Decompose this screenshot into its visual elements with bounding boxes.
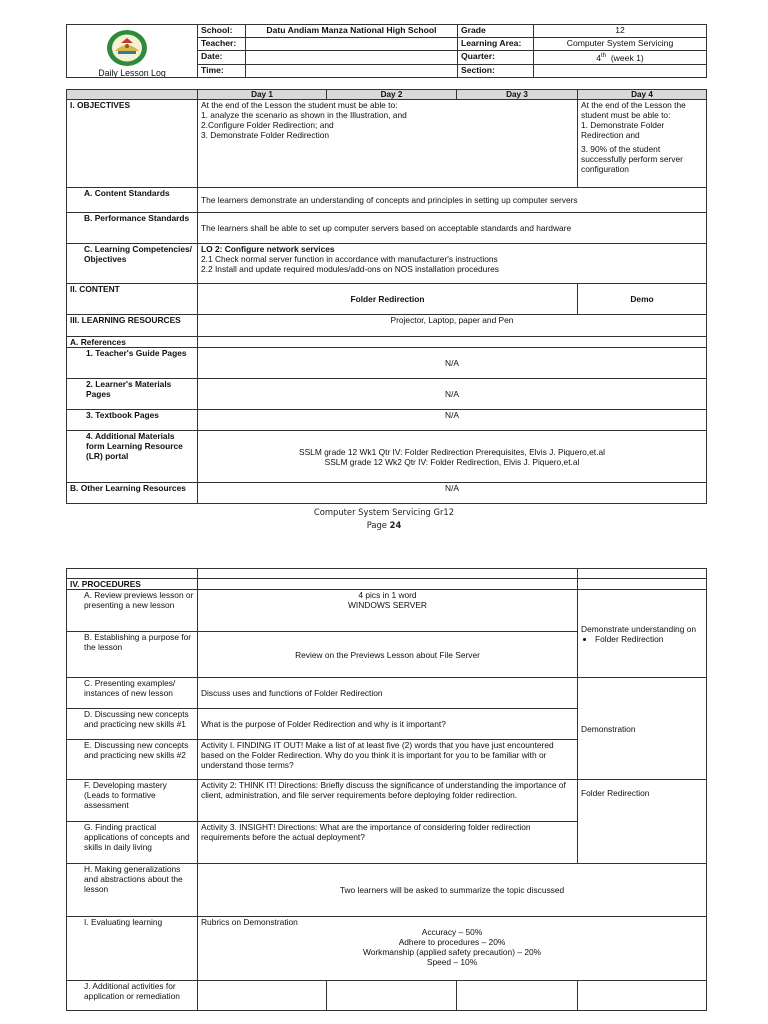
procedure-c-label: C. Presenting examples/ instances of new lesson [67,678,198,709]
learning-area-label: Learning Area: [458,38,534,51]
procedure-e-value: Activity I. FINDING IT OUT! Make a list of at least five (2) words that you have just encountered based on the Folder Redirection. Why do you think it is important for you to be familiar with or understand those terms? [198,740,578,780]
rubric-item: Accuracy – 50% [421,927,483,937]
rubric-item: Adhere to procedures – 20% [398,937,506,947]
teacher-label: Teacher: [198,38,246,51]
rubric-item: Speed – 10% [426,957,478,967]
procedure-fg-day4-text: Folder Redirection [581,788,650,798]
procedure-fg-day4 [578,780,707,864]
footer-subject: Computer System Servicing Gr12 [313,507,455,517]
school-label: School: [198,25,246,38]
content-day4: Demo [578,284,707,315]
teacher-value [246,38,458,51]
footer-page-number: 24 [389,520,402,530]
procedure-h-label: H. Making generalizations and abstractions about the lesson [67,864,198,917]
competency-line: 2.2 Install and update required modules/add-ons on NOS installation procedures [201,264,499,274]
teachers-guide-label: 1. Teacher's Guide Pages [67,348,198,379]
objective-line: At the end of the Lesson the student must be able to: [581,100,686,120]
additional-materials-label: 4. Additional Materials form Learning Resource (LR) portal [67,431,198,483]
quarter-value [534,51,707,65]
logo-cell [67,25,198,78]
corner-cell [67,90,198,100]
references-value [198,337,707,348]
procedure-b-value: Review on the Previews Lesson about File Server [198,632,578,678]
procedure-g-value: Activity 3. INSIGHT! Directions: What are the importance of considering folder redirection requirements before the actual deployment? [198,822,578,864]
daily-lesson-log-title: Daily Lesson Log [98,68,166,78]
section-label: Section: [458,64,534,77]
objective-line: 3. Demonstrate Folder Redirection [201,130,330,140]
procedures-table [66,568,707,1011]
lo-title: LO 2: Configure network services [201,244,335,254]
performance-standards-label: B. Performance Standards [67,213,198,244]
procedures-corner [67,569,198,579]
day-header-2: Day 2 [327,90,457,100]
procedure-b-label: B. Establishing a purpose for the lesson [67,632,198,678]
learners-materials-value: N/A [198,379,707,410]
procedure-i-label: I. Evaluating learning [67,917,198,981]
procedures-header-blank [578,569,707,579]
footer-page-prefix: Page [366,520,387,530]
day4-understanding-text: Demonstrate understanding on [581,623,697,634]
day-header-3: Day 3 [457,90,578,100]
quarter-week: (week 1) [610,52,644,63]
procedures-label-blank [578,579,707,590]
objectives-day4 [578,100,707,188]
objective-line: 1. Demonstrate Folder Redirection and [581,120,665,140]
procedure-j-day1 [198,981,327,1011]
additional-materials-value [198,431,707,483]
procedures-header-blank [198,569,578,579]
content-standards-value: The learners demonstrate an understanding of concepts and principles in setting up computer servers [198,188,707,213]
procedure-c-value: Discuss uses and functions of Folder Redirection [198,678,578,709]
quarter-number: 4 [596,52,602,63]
learning-resources-value: Projector, Laptop, paper and Pen [198,315,707,337]
content-label: II. CONTENT [67,284,198,315]
objective-line: 3. 90% of the student successfully perform server configuration [581,144,683,174]
competency-line: 2.1 Check normal server function in accordance with manufacturer's instructions [201,254,498,264]
school-value: Datu Andiam Manza National High School [246,25,458,38]
objectives-label: I. OBJECTIVES [67,100,198,188]
learning-resources-label: III. LEARNING RESOURCES [67,315,198,337]
day-header-4: Day 4 [578,90,707,100]
procedures-label: IV. PROCEDURES [67,579,198,590]
footer-page [0,520,768,530]
header-table [66,24,707,78]
procedure-g-label: G. Finding practical applications of concepts and skills in daily living [67,822,198,864]
procedure-j-day3 [457,981,578,1011]
teachers-guide-value: N/A [198,348,707,379]
objective-line: 1. analyze the scenario as shown in the Illustration, and [201,110,407,120]
competencies-value [198,244,707,284]
references-label: A. References [67,337,198,348]
objective-line: At the end of the Lesson the student must be able to: [201,100,398,110]
date-label: Date: [198,51,246,65]
procedure-j-label: J. Additional activities for application or remediation [67,981,198,1011]
other-resources-label: B. Other Learning Resources [67,483,198,504]
procedure-d-value: What is the purpose of Folder Redirection and why is it important? [198,709,578,740]
additional-material-line: SSLM grade 12 Wk2 Qtr IV: Folder Redirection, Elvis J. Piquero,et.al [324,456,580,467]
objective-line: 2.Configure Folder Redirection; and [201,120,334,130]
quarter-label: Quarter: [458,51,534,65]
procedure-j-day4 [578,981,707,1011]
procedure-e-label: E. Discussing new concepts and practicing new skills #2 [67,740,198,780]
additional-material-line: SSLM grade 12 Wk1 Qtr IV: Folder Redirection Prerequisites, Elvis J. Piquero,et.al [299,446,605,457]
other-resources-value: N/A [198,483,707,504]
procedure-a-line: WINDOWS SERVER [348,600,427,610]
performance-standards-value: The learners shall be able to set up computer servers based on acceptable standards and hardware [198,213,707,244]
date-value [246,51,458,65]
textbook-value: N/A [198,410,707,431]
textbook-label: 3. Textbook Pages [67,410,198,431]
procedure-h-value: Two learners will be asked to summarize the topic discussed [198,864,707,917]
procedure-d-label: D. Discussing new concepts and practicing new skills #1 [67,709,198,740]
day-header-1: Day 1 [198,90,327,100]
content-standards-label: A. Content Standards [67,188,198,213]
procedures-label-blank [198,579,578,590]
content-main: Folder Redirection [198,284,578,315]
objectives-table [66,89,707,504]
competencies-label: C. Learning Competencies/ Objectives [67,244,198,284]
learning-area-value: Computer System Servicing [534,38,707,51]
time-value [246,64,458,77]
procedure-ab-day4 [578,590,707,678]
procedure-j-day2 [327,981,457,1011]
grade-value: 12 [534,25,707,38]
procedure-f-label: F. Developing mastery (Leads to formative assessment [67,780,198,822]
procedure-f-value: Activity 2: THINK IT! Directions: Briefly discuss the significance of understanding the importance of client, administration, and file server requirements before deploying folder redirection. [198,780,578,822]
procedure-a-value [198,590,578,632]
section-value [534,64,707,77]
procedure-a-line: 4 pics in 1 word [358,590,417,600]
procedure-cde-day4: Demonstration [578,678,707,780]
objectives-day1-3 [198,100,578,188]
time-label: Time: [198,64,246,77]
rubrics-title: Rubrics on Demonstration [201,917,298,927]
quarter-suffix: th [601,53,607,59]
procedure-a-label: A. Review previews lesson or presenting a new lesson [67,590,198,632]
day4-bullet-item: • Folder Redirection [595,634,703,644]
procedure-i-value [198,917,707,981]
rubric-item: Workmanship (applied safety precaution) – 20% [362,947,542,957]
learners-materials-label: 2. Learner's Materials Pages [67,379,198,410]
grade-label: Grade [458,25,534,38]
